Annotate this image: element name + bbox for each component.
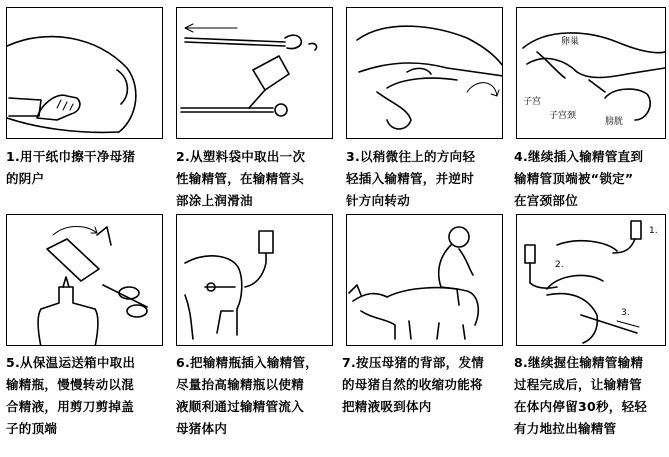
caption-step-3: 3.以稍微往上的方向轻 轻插入输精管，并逆时 针方向转动 (346, 149, 476, 208)
caption-step-2: 2.从塑料袋中取出一次 性输精管，在输精管头 部涂上润滑油 (176, 149, 306, 208)
panel-step-2 (176, 7, 333, 139)
label-uterus: 子宫 (523, 97, 542, 107)
label-stage-3: 3. (621, 308, 630, 318)
panel-step-5 (6, 214, 163, 346)
pressing-sow-back-illustration (347, 215, 503, 346)
caption-step-1: 1.用干纸巾擦干净母猪 的阴户 (6, 149, 136, 186)
sow-rear-wiping-illustration (7, 8, 163, 139)
panel-step-1 (6, 7, 163, 139)
catheter-withdrawal-sequence-illustration (517, 215, 666, 346)
label-stage-2: 2. (555, 260, 564, 270)
caption-step-8: 8.继续握住输精管输精 过程完成后，让输精管 在体内停留30秒，轻轻 有力地拉出输精管 (514, 355, 648, 436)
caption-step-7: 7.按压母猪的背部，发情 的母猪自然的收缩功能将 把精液吸到体内 (342, 355, 485, 414)
panel-step-3 (346, 7, 503, 139)
reproductive-tract-diagram (517, 8, 666, 139)
label-cervix: 子宫颈 (549, 111, 577, 121)
semen-bottle-and-scissors-illustration (7, 215, 163, 346)
panel-step-7 (346, 214, 503, 346)
panel-step-6 (176, 214, 333, 346)
caption-step-6: 6.把输精瓶插入输精管， 尽量抬高输精瓶以使精 液顺利通过输精管流入 母猪体内 (176, 355, 319, 436)
bottle-attached-to-catheter-illustration (177, 215, 333, 346)
label-bladder: 膀胱 (605, 117, 624, 127)
label-stage-1: 1. (649, 226, 658, 236)
panel-step-4 (516, 7, 666, 139)
panel-step-8 (516, 214, 666, 346)
caption-step-4: 4.继续插入输精管直到 输精管顶端被“锁定” 在宫颈部位 (514, 149, 644, 208)
caption-step-5: 5.从保温运送箱中取出 输精瓶，慢慢转动以混 合精液，用剪刀剪掉盖 子的顶端 (6, 355, 136, 436)
catheter-and-lubricant-illustration (177, 8, 333, 139)
label-ovary: 卵巢 (561, 37, 580, 47)
catheter-insertion-illustration (347, 8, 503, 139)
